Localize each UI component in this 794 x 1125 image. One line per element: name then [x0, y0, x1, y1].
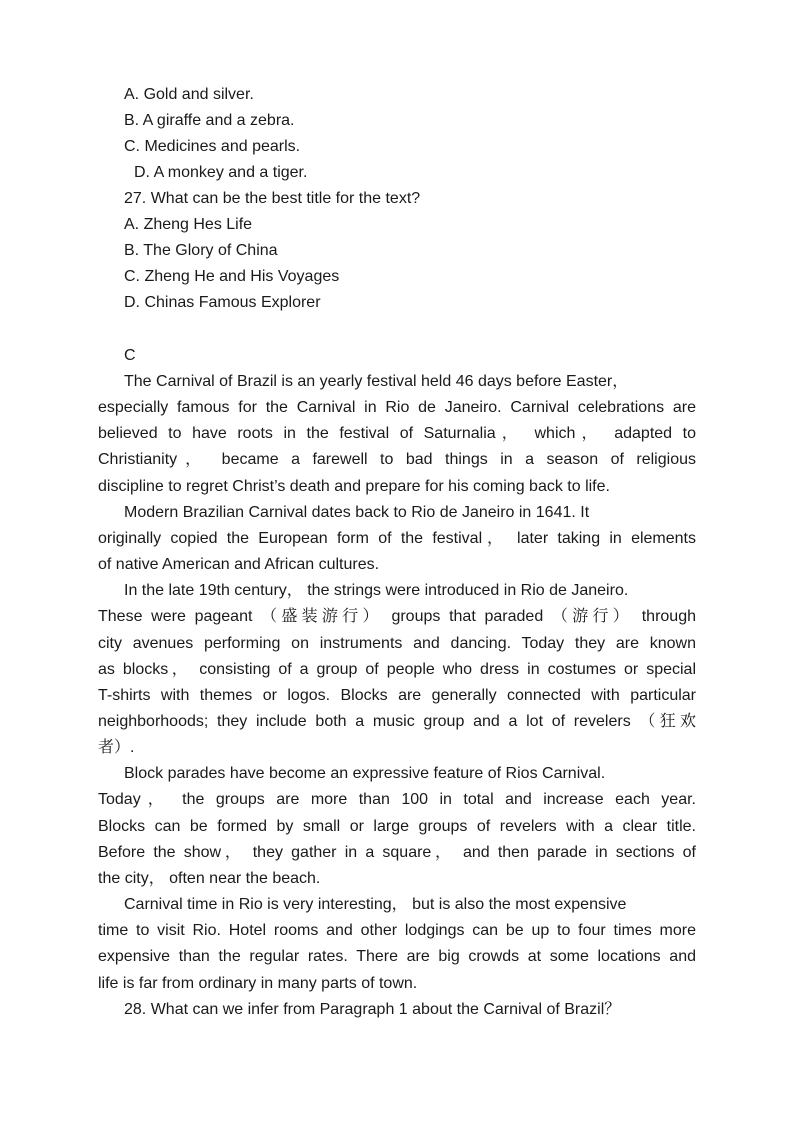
passage-line: Modern Brazilian Carnival dates back to Rio de Janeiro in 1641. It [124, 504, 590, 521]
passage-line: Today， the groups are more than 100 in total and increase each year. [98, 791, 696, 808]
q28-question: 28. What can we infer from Paragraph 1 about the Carnival of Brazil？ [124, 1001, 621, 1018]
q27-option-a: A. Zheng Hes Life [124, 216, 253, 233]
passage-line: Before the show， they gather in a square， and then parade in sections of [98, 844, 696, 861]
q26-option-c: C. Medicines and pearls. [124, 138, 301, 155]
passage-line: of native American and African cultures. [98, 556, 380, 573]
passage-line: The Carnival of Brazil is an yearly festival held 46 days before Easter， [124, 373, 629, 390]
q27-option-b: B. The Glory of China [124, 242, 278, 259]
q27-option-d: D. Chinas Famous Explorer [124, 294, 321, 311]
passage-line: time to visit Rio. Hotel rooms and other lodgings can be up to four times more [98, 922, 696, 939]
passage-line: Block parades have become an expressive feature of Rios Carnival. [124, 765, 606, 782]
passage-line: Christianity， became a farewell to bad things in a season of religious [98, 451, 696, 468]
passage-line: discipline to regret Christ’s death and prepare for his coming back to life. [98, 478, 610, 495]
passage-line: city avenues performing on instruments and dancing. Today they are known [98, 635, 696, 652]
passage-line: neighborhoods; they include both a music group and a lot of revelers （狂欢 [98, 713, 696, 730]
passage-line: Blocks can be formed by small or large groups of revelers with a clear title. [98, 818, 696, 835]
q26-option-b: B. A giraffe and a zebra. [124, 112, 295, 129]
passage-line: These were pageant （盛装游行） groups that paraded （游行） through [98, 608, 696, 625]
q26-option-a: A. Gold and silver. [124, 86, 254, 103]
q26-option-d: D. A monkey and a tiger. [134, 164, 308, 181]
passage-line: especially famous for the Carnival in Rio de Janeiro. Carnival celebrations are [98, 399, 696, 416]
passage-line: believed to have roots in the festival of Saturnalia， which， adapted to [98, 425, 696, 442]
passage-line: T-shirts with themes or logos. Blocks are generally connected with particular [98, 687, 696, 704]
passage-line: expensive than the regular rates. There are big crowds at some locations and [98, 948, 696, 965]
q27-option-c: C. Zheng He and His Voyages [124, 268, 340, 285]
passage-line: 者）. [98, 739, 135, 756]
passage-line: In the late 19th century， the strings were introduced in Rio de Janeiro. [124, 582, 629, 599]
q27-question: 27. What can be the best title for the text? [124, 190, 421, 207]
passage-line: the city， often near the beach. [98, 870, 321, 887]
passage-line: originally copied the European form of the festival， later taking in elements [98, 530, 696, 547]
section-label: C [124, 347, 136, 364]
passage-line: life is far from ordinary in many parts of town. [98, 975, 418, 992]
passage-line: Carnival time in Rio is very interesting， but is also the most expensive [124, 896, 627, 913]
passage-line: as blocks， consisting of a group of people who dress in costumes or special [98, 661, 696, 678]
